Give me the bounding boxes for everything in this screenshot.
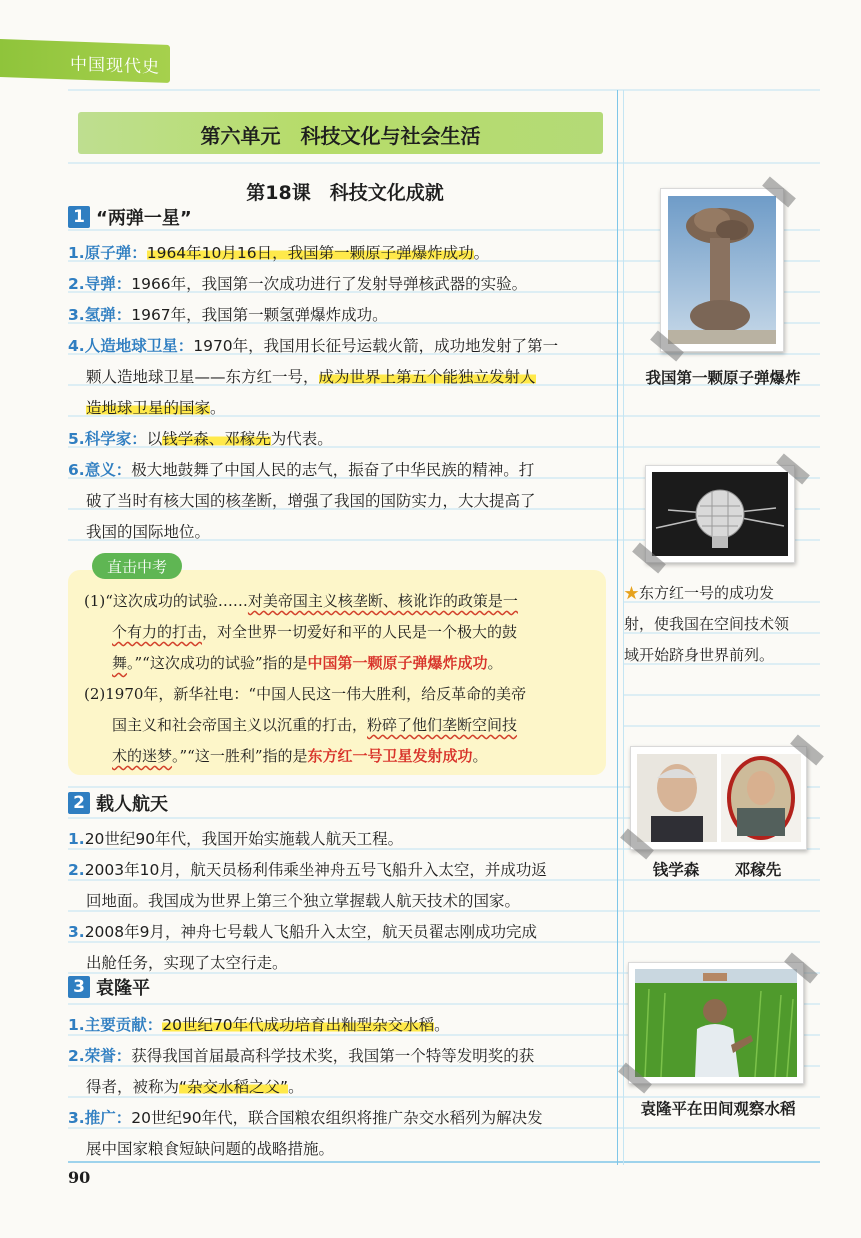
item-text: 20世纪90年代，我国开始实施载人航天工程。 [84, 830, 404, 848]
item-number: 3. [68, 1109, 85, 1127]
section-number-2: 2 [68, 792, 90, 814]
exam-text: (2)1970年，新华社电：“中国人民这一伟大胜利，给反革命的美帝 [84, 685, 527, 703]
photo-yuan-longping [628, 962, 804, 1084]
s1-item-5 [68, 424, 608, 455]
item-key: 意义 [84, 461, 116, 479]
s3-item-3 [68, 1103, 608, 1134]
exam-q2-line3 [112, 741, 607, 772]
caption-yuan-longping: 袁隆平在田间观察水稻 [640, 1100, 796, 1118]
item-text: 我国的国际地位。 [86, 523, 211, 541]
exam-q2-line2 [112, 710, 607, 741]
s1-item-1 [68, 238, 608, 269]
highlight: 钱学森、邓稼先 [162, 430, 271, 448]
item-number: 1. [68, 830, 85, 848]
exam-q2-line1 [84, 679, 604, 710]
s1-item-2 [68, 269, 608, 300]
item-number: 3. [68, 923, 85, 941]
item-text: 回地面。我国成为世界上第三个独立掌握载人航天技术的国家。 [86, 892, 521, 910]
exam-tag: 直击中考 [92, 553, 182, 579]
item-end: 。 [288, 1078, 304, 1096]
highlight: “杂交水稻之父” [179, 1078, 289, 1096]
item-text: 出舱任务，实现了太空行走。 [86, 954, 288, 972]
unit-title: 第六单元 科技文化与社会生活 [200, 124, 481, 148]
item-sep: ： [115, 306, 132, 324]
item-number: 2. [68, 1047, 85, 1065]
side-note-line2: 射，使我国在空间技术领 [624, 615, 790, 633]
s3-item-2 [68, 1041, 608, 1072]
item-sep: ： [115, 275, 132, 293]
answer-red: 中国第一颗原子弹爆炸成功 [307, 654, 488, 672]
s2-item-3-line2 [68, 948, 626, 979]
caption-deng-jiaxian: 邓稼先 [734, 861, 782, 879]
column-divider [617, 90, 618, 1165]
rice-field-image [635, 969, 797, 1077]
item-text: 1966年，我国第一次成功进行了发射导弹核武器的实验。 [131, 275, 528, 293]
item-end: 为代表。 [270, 430, 333, 448]
item-text: 20世纪90年代，联合国粮农组织将推广杂交水稻列为解决发 [131, 1109, 543, 1127]
exam-q1-line1 [84, 586, 604, 617]
side-note [624, 578, 819, 671]
chapter-tab-label: 中国现代史 [70, 54, 160, 78]
s2-item-2 [68, 855, 608, 886]
item-key: 原子弹 [84, 244, 132, 262]
mushroom-cloud-image [668, 196, 776, 344]
highlight: 造地球卫星的国家 [86, 399, 211, 417]
item-end: 。 [210, 399, 226, 417]
s3-item-3-line2 [68, 1134, 626, 1165]
exam-text: 。 [472, 747, 488, 765]
side-note-line3: 域开始跻身世界前列。 [624, 646, 775, 664]
s3-item-2-line2 [68, 1072, 626, 1103]
photo-scientists [630, 746, 807, 850]
answer-red: 东方红一号卫星发射成功 [307, 747, 473, 765]
item-text: 2008年9月，神舟七号载人飞船升入太空，航天员翟志刚成功完成 [84, 923, 537, 941]
page-number: 90 [68, 1168, 91, 1187]
highlight: 1964年10月16日，我国第一颗原子弹爆炸成功 [146, 244, 474, 262]
item-text: 1970年，我国用长征号运载火箭，成功地发射了第一 [193, 337, 559, 355]
item-number: 1. [68, 1016, 85, 1034]
star-icon: ★ [624, 584, 640, 602]
exam-text: (1)“这次成功的试验…… [84, 592, 248, 610]
item-key: 科学家 [84, 430, 132, 448]
exam-text: 。”“这一胜利”指的是 [172, 747, 308, 765]
section-heading-3 [68, 974, 150, 1000]
note-text: 东方红一号的成功发 [639, 584, 775, 602]
item-key: 导弹 [84, 275, 116, 293]
s2-item-3 [68, 917, 608, 948]
exam-text: 国主义和社会帝国主义以沉重的打击， [112, 716, 368, 734]
wavy-underline: 个有力的打击 [112, 623, 203, 641]
photo-satellite [645, 465, 795, 563]
s1-item-6-line3 [68, 517, 626, 548]
s2-item-1 [68, 824, 608, 855]
item-number: 4. [68, 337, 85, 355]
item-text: 得者，被称为 [86, 1078, 180, 1096]
exam-text: ，对全世界一切爱好和平的人民是一个极大的鼓 [202, 623, 518, 641]
s1-item-4-line2 [68, 362, 626, 393]
wavy-underline: 对美帝国主义核垄断、核讹诈的政策是一 [247, 592, 518, 610]
item-sep: ： [115, 1109, 132, 1127]
exam-text: 。 [487, 654, 503, 672]
satellite-image [652, 472, 788, 556]
exam-text: 。”“这次成功的试验”指的是 [127, 654, 308, 672]
item-number: 5. [68, 430, 85, 448]
portrait-deng-jiaxian [721, 754, 801, 842]
item-number: 1. [68, 244, 85, 262]
section-heading-1 [68, 204, 192, 230]
item-sep: ： [177, 337, 194, 355]
item-key: 氢弹 [84, 306, 116, 324]
s1-item-6 [68, 455, 608, 486]
item-text: 颗人造地球卫星——东方红一号， [86, 368, 319, 386]
item-key: 主要贡献 [84, 1016, 147, 1034]
section-number-3: 3 [68, 976, 90, 998]
item-number: 6. [68, 461, 85, 479]
highlight: 20世纪70年代成功培育出籼型杂交水稻 [162, 1016, 435, 1034]
item-sep: ： [146, 1016, 163, 1034]
section-title-3: 袁隆平 [96, 978, 150, 999]
item-text: 极大地鼓舞了中国人民的志气，振奋了中华民族的精神。打 [131, 461, 535, 479]
item-text: 2003年10月，航天员杨利伟乘坐神舟五号飞船升入太空，并成功返 [84, 861, 547, 879]
item-text: 展中国家粮食短缺问题的战略措施。 [86, 1140, 335, 1158]
chapter-tab [0, 39, 170, 83]
s1-item-4-line3 [68, 393, 626, 424]
item-end: 。 [434, 1016, 450, 1034]
item-sep: ： [115, 461, 132, 479]
photo-mushroom-cloud [660, 188, 784, 352]
s1-item-3 [68, 300, 608, 331]
s2-item-2-line2 [68, 886, 626, 917]
side-note-line1 [624, 578, 819, 609]
s1-item-6-line2 [68, 486, 626, 517]
item-number: 2. [68, 275, 85, 293]
wavy-underline: 术的迷梦 [112, 747, 173, 765]
caption-qian-xuesen: 钱学森 [652, 861, 700, 879]
section-heading-2 [68, 790, 168, 816]
s3-item-1 [68, 1010, 608, 1041]
item-number: 2. [68, 861, 85, 879]
item-sep: ： [115, 1047, 132, 1065]
item-text: 获得我国首届最高科学技术奖，我国第一个特等发明奖的获 [131, 1047, 535, 1065]
item-text: 以 [146, 430, 163, 448]
item-key: 荣誉 [84, 1047, 116, 1065]
item-end: 。 [473, 244, 490, 262]
exam-q1-line3 [112, 648, 607, 679]
wavy-underline: 舞 [112, 654, 128, 672]
highlight: 成为世界上第五个能独立发射人 [318, 368, 536, 386]
section-title-2: 载人航天 [96, 794, 168, 815]
item-key: 推广 [84, 1109, 116, 1127]
lesson-title: 第18课 科技文化成就 [246, 182, 444, 204]
s1-item-4 [68, 331, 608, 362]
caption-atomic-bomb: 我国第一颗原子弹爆炸 [645, 369, 801, 387]
item-text: 1967年，我国第一颗氢弹爆炸成功。 [131, 306, 388, 324]
item-sep: ： [131, 430, 147, 448]
section-title-1: “两弹一星” [96, 208, 192, 229]
section-number-1: 1 [68, 206, 90, 228]
wavy-underline: 粉碎了他们垄断空间技 [367, 716, 518, 734]
item-key: 人造地球卫星 [84, 337, 178, 355]
item-sep: ： [131, 244, 147, 262]
item-text: 破了当时有核大国的核垄断，增强了我国的国防实力，大大提高了 [86, 492, 536, 510]
item-number: 3. [68, 306, 85, 324]
portrait-qian-xuesen [637, 754, 717, 842]
exam-q1-line2 [112, 617, 607, 648]
